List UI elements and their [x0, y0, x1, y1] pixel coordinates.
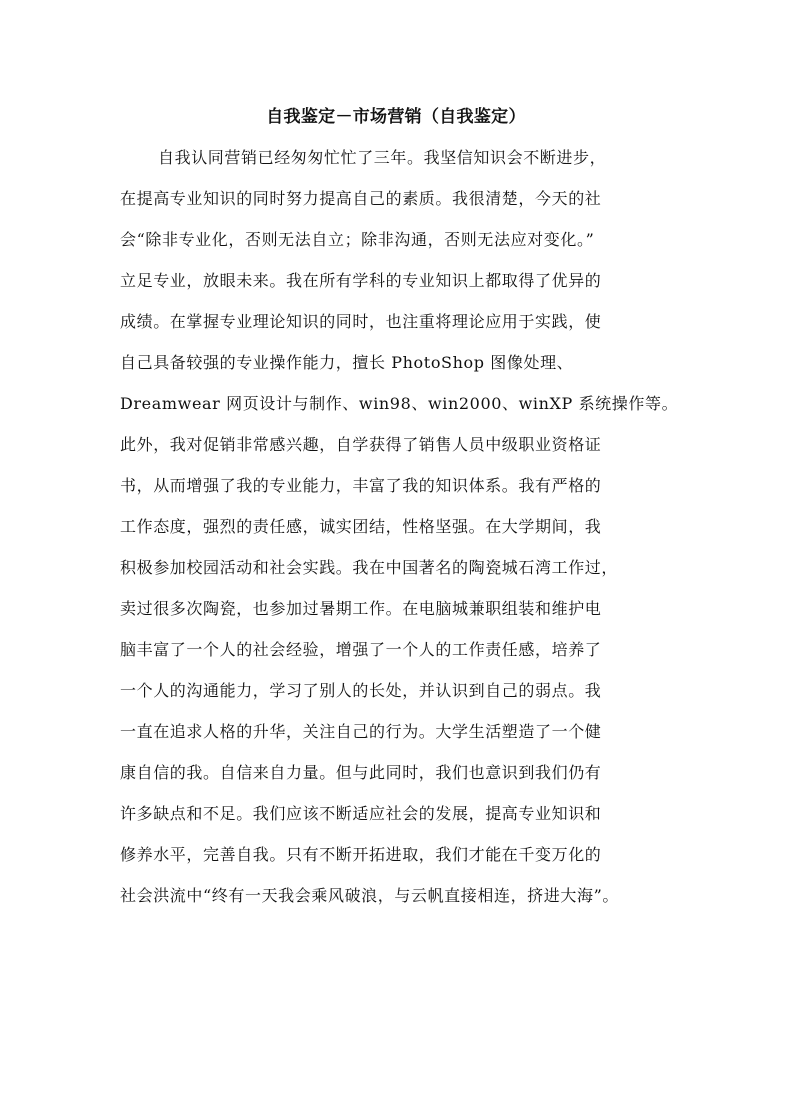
body-line-17: 许多缺点和不足。我们应该不断适应社会的发展，提高专业知识和 [120, 804, 602, 823]
body-line-13: 脑丰富了一个人的社会经验，增强了一个人的工作责任感，培养了 [120, 640, 602, 659]
body-line-19: 社会洪流中“终有一天我会乘风破浪，与云帆直接相连，挤进大海”。 [120, 886, 619, 905]
document-title: 自我鉴定－市场营销（自我鉴定） [266, 107, 526, 127]
body-line-5: 成绩。在掌握专业理论知识的同时，也注重将理论应用于实践，使 [120, 312, 602, 331]
body-line-11: 积极参加校园活动和社会实践。我在中国著名的陶瓷城石湾工作过， [120, 558, 619, 577]
body-line-1: 自我认同营销已经匆匆忙忙了三年。我坚信知识会不断进步， [158, 148, 607, 167]
body-line-15: 一直在追求人格的升华，关注自己的行为。大学生活塑造了一个健 [120, 722, 602, 741]
body-line-10: 工作态度，强烈的责任感，诚实团结，性格坚强。在大学期间，我 [120, 517, 602, 536]
body-line-9: 书，从而增强了我的专业能力，丰富了我的知识体系。我有严格的 [120, 476, 602, 495]
body-line-6: 自己具备较强的专业操作能力，擅长 PhotoShop 图像处理、 [120, 353, 574, 372]
body-line-12: 卖过很多次陶瓷，也参加过暑期工作。在电脑城兼职组装和维护电 [120, 599, 602, 618]
body-line-8: 此外，我对促销非常感兴趣，自学获得了销售人员中级职业资格证 [120, 435, 602, 454]
body-line-4: 立足专业，放眼未来。我在所有学科的专业知识上都取得了优异的 [120, 271, 602, 290]
body-line-14: 一个人的沟通能力，学习了别人的长处，并认识到自己的弱点。我 [120, 681, 602, 700]
body-line-7: Dreamwear 网页设计与制作、win98、win2000、winXP 系统操作等。 [120, 394, 679, 413]
body-line-2: 在提高专业知识的同时努力提高自己的素质。我很清楚，今天的社 [120, 189, 602, 208]
body-line-16: 康自信的我。自信来自力量。但与此同时，我们也意识到我们仍有 [120, 763, 602, 782]
body-line-18: 修养水平，完善自我。只有不断开拓进取，我们才能在千变万化的 [120, 845, 602, 864]
body-line-3: 会“除非专业化，否则无法自立；除非沟通，否则无法应对变化。” [120, 230, 595, 249]
